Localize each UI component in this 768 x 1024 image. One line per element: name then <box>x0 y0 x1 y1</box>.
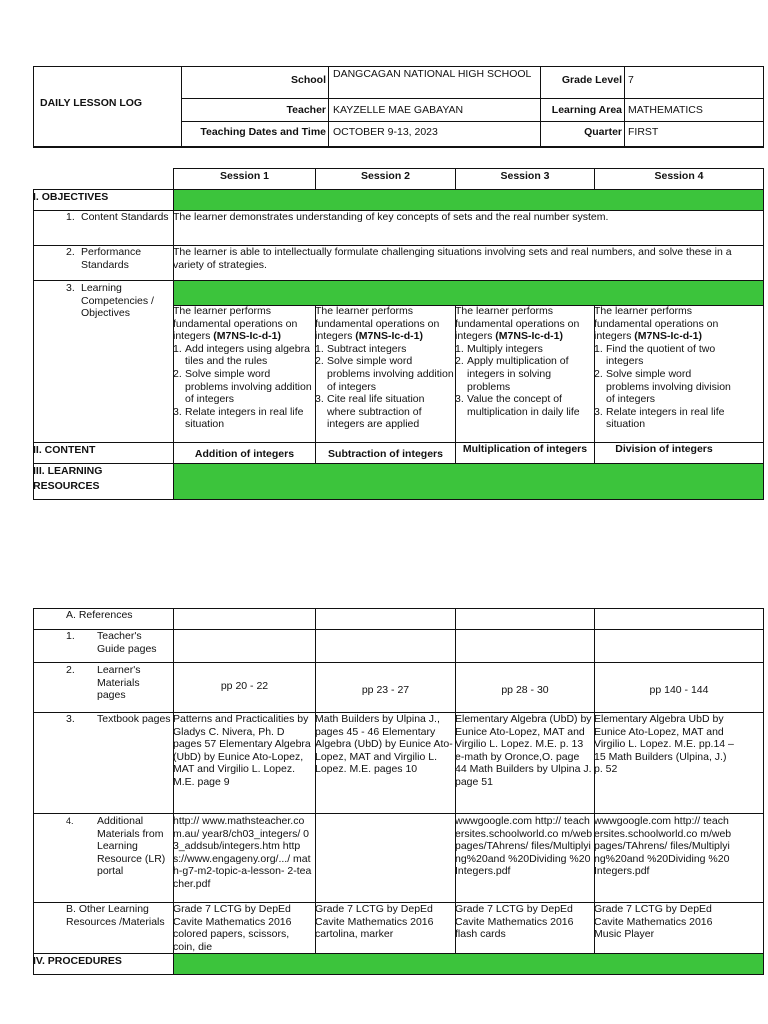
textbook-session-4: Elementary Algebra UbD by Eunice Ato-Lopez, MAT and Virgilio L. Lopez. M.E. pp.14 – 15 Math Builders (Ulpina, J.) p. 52 <box>594 713 734 776</box>
lm-pages-session-2: pp 23 - 27 <box>361 684 410 696</box>
grade-level-value: 7 <box>628 74 634 86</box>
other-session-3: Grade 7 LCTG by DepEd Cavite Mathematics 2016 flash cards <box>455 903 574 941</box>
content-heading: II. CONTENT <box>33 444 96 456</box>
page-title: DAILY LESSON LOG <box>40 97 143 109</box>
competency-cell-4: The learner performs fundamental operations on integers (M7NS-Ic-d-1) 1. Find the quotient of two integers 2. Solve simple word problems involving division of integers 3. Relate integers in real life situation <box>594 305 731 431</box>
competency-item: 3. Relate integers in real life situation <box>594 405 725 431</box>
textbook-session-1: Patterns and Practicalities by Gladys C. Nivera, Ph. D pages 57 Elementary Algebra (UbD) by Eunice Ato-Lopez, MAT and Virgilio L. Lopez. M.E. page 9 <box>173 713 311 788</box>
learning-resources-heading: III. LEARNING RESOURCES <box>33 465 103 492</box>
learning-area-label: Learning Area <box>551 104 622 116</box>
competency-item: 2. Solve simple word problems involving addition of integers <box>173 367 312 406</box>
additional-materials-label: Additional Materials from Learning Resource (LR) portal <box>97 815 166 878</box>
session-4-header: Session 4 <box>654 170 704 182</box>
performance-standards-label: Performance Standards <box>81 246 142 271</box>
competency-item: 2. Solve simple word problems involving addition of integers <box>315 355 454 393</box>
lm-pages-session-1: pp 20 - 22 <box>220 680 269 692</box>
procedures-heading: IV. PROCEDURES <box>33 955 122 967</box>
other-session-1: Grade 7 LCTG by DepEd Cavite Mathematics 2016 colored papers, scissors, coin, die <box>173 903 292 953</box>
lm-pages-session-3: pp 28 - 30 <box>501 684 549 696</box>
teacher-label: Teacher <box>286 104 326 116</box>
competency-item: 3. Relate integers in real life situation <box>173 405 304 431</box>
dates-value: OCTOBER 9-13, 2023 <box>333 126 438 138</box>
dates-label: Teaching Dates and Time <box>200 126 326 138</box>
topic-session-1: Addition of integers <box>194 448 295 460</box>
competency-cell-2: The learner performs fundamental operations on integers (M7NS-Ic-d-1) 1. Subtract integers 2. Solve simple word problems involving addition of integers 3. Cite real life situation where subtraction of integers are applied <box>315 305 454 431</box>
topic-session-2: Subtraction of integers <box>328 448 443 460</box>
textbook-label: Textbook pages <box>97 713 171 725</box>
school-label: School <box>290 74 326 86</box>
quarter-label: Quarter <box>584 126 622 138</box>
teacher-value: KAYZELLE MAE GABAYAN <box>333 104 464 116</box>
session-2-header: Session 2 <box>360 170 411 182</box>
competencies-green-band <box>173 281 763 305</box>
topic-session-3: Multiplication of integers <box>462 443 588 455</box>
other-resources-label: B. Other Learning Resources /Materials <box>66 903 165 928</box>
lm-pages-session-4: pp 140 - 144 <box>649 684 709 696</box>
session-1-header: Session 1 <box>219 170 270 182</box>
teachers-guide-label: Teacher's Guide pages <box>97 630 157 655</box>
other-session-2: Grade 7 LCTG by DepEd Cavite Mathematics 2016 cartolina, marker <box>315 903 434 941</box>
session-3-header: Session 3 <box>500 170 550 182</box>
topic-session-4: Division of integers <box>615 443 713 455</box>
competency-item: 2. Apply multiplication of integers in solving problems <box>455 355 569 393</box>
textbook-session-3: Elementary Algebra (UbD) by Eunice Ato-Lopez, MAT and Virgilio L. Lopez. M.E. p. 13 e-math by Oronce,O. page 44 Math Builders by Ulpina J. page 51 <box>455 713 592 788</box>
learners-materials-label: Learner's Materials pages <box>97 664 141 702</box>
competency-item: 1. Add integers using algebra tiles and the rules <box>173 342 310 368</box>
quarter-value: FIRST <box>628 126 659 138</box>
objectives-green-band <box>173 189 763 210</box>
competency-item: 1. Find the quotient of two integers <box>594 342 716 368</box>
competencies-label: Learning Competencies / Objectives <box>81 282 154 320</box>
grade-level-label: Grade Level <box>561 74 622 86</box>
textbook-session-2: Math Builders by Ulpina J., pages 45 - 46 Elementary Algebra (UbD) by Eunice Ato-Lopez, MAT and Virgilio L. Lopez. M.E. pages 10 <box>315 713 453 776</box>
content-standards-text: The learner demonstrates understanding of key concepts of sets and the real number system. <box>173 211 609 223</box>
procedures-green-band <box>173 954 763 974</box>
competency-cell-3: The learner performs fundamental operations on integers (M7NS-Ic-d-1) 1. Multiply integers 2. Apply multiplication of integers in solving problems 3. Value the concept of multiplication in daily life <box>455 305 593 418</box>
additional-session-1: http:// www.mathsteacher.com.au/ year8/ch03_integers/ 03_addsub/integers.htm https://www.engageny.org/.../ math-g7-m2-topic-a-lesson- 2-teacher.pdf <box>173 815 312 890</box>
performance-standards-text: The learner is able to intellectually formulate challenging situations involving sets and real numbers, and solve these in a variety of strategies. <box>173 246 732 271</box>
competency-item: 2. Solve simple word problems involving division of integers <box>594 367 731 406</box>
resources-green-band <box>173 463 763 499</box>
competency-item: 1. Multiply integers <box>455 342 543 355</box>
other-session-4: Grade 7 LCTG by DepEd Cavite Mathematics 2016 Music Player <box>594 903 713 941</box>
objectives-heading: I. OBJECTIVES <box>33 191 109 203</box>
competency-item: 3. Value the concept of multiplication in daily life <box>455 393 580 418</box>
content-standards-label: Content Standards <box>81 211 169 223</box>
additional-session-4: wwwgoogle.com http:// teachersites.schoolworld.co m/webpages/TAhrens/ files/Multiplying%20and %20Dividing %20Integers.pdf <box>594 815 732 878</box>
references-label: A. References <box>66 609 133 621</box>
competency-item: 1. Subtract integers <box>315 342 407 355</box>
competency-cell-1: The learner performs fundamental operations on integers (M7NS-Ic-d-1) 1. Add integers using algebra tiles and the rules 2. Solve simple word problems involving addition of integers 3. Relate integers in real life situation <box>173 305 314 431</box>
additional-session-3: wwwgoogle.com http:// teachersites.schoolworld.co m/webpages/TAhrens/ files/Multiplying%20and %20Dividing %20Integers.pdf <box>455 815 593 878</box>
competency-item: 3. Cite real life situation where subtraction of integers are applied <box>315 393 425 431</box>
learning-area-value: MATHEMATICS <box>628 104 703 116</box>
school-value: DANGCAGAN NATIONAL HIGH SCHOOL <box>333 68 532 80</box>
